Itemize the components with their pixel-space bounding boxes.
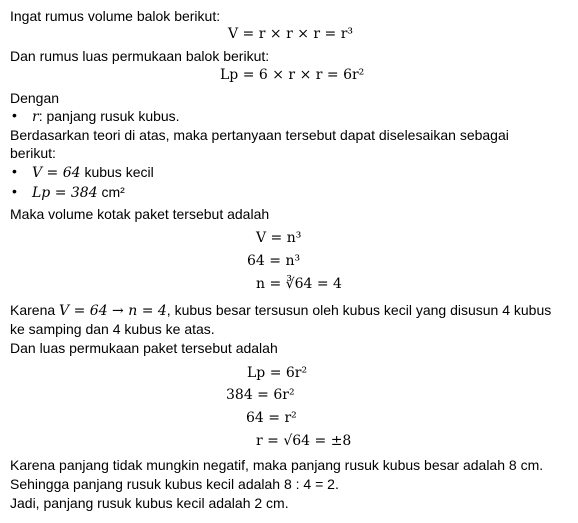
surface-value-unit: cm²	[97, 184, 125, 200]
luas-paket-line: Dan luas permukaan paket tersebut adalah	[10, 340, 278, 356]
intro-volume-line: Ingat rumus volume balok berikut:	[10, 8, 221, 24]
bullet-volume-value	[32, 163, 154, 182]
volume-value-text: kubus kecil	[80, 164, 154, 180]
volume-paket-line: Maka volume kotak paket tersebut adalah	[10, 206, 270, 222]
final-answer-line: Jadi, panjang rusuk kubus kecil adalah 2 cm.	[10, 495, 289, 511]
intro-surface-line: Dan rumus luas permukaan balok berikut:	[10, 48, 270, 64]
eq-384-6r2: 384 = 6r²	[226, 387, 295, 403]
eq-64-r2: 64 = r²	[246, 410, 297, 426]
eq-r-sqrt: r = √64 = ±8	[256, 433, 352, 449]
karena-prefix: Karena	[10, 302, 60, 318]
karena-suffix: , kubus besar tersusun oleh kubus kecil yang disusun 4 kubus	[166, 302, 552, 318]
theory-line: Berdasarkan teori di atas, maka pertanyaan tersebut dapat diselesaikan sebagai	[10, 127, 509, 143]
eq-lp-6r2: Lp = 6r²	[247, 365, 308, 381]
volume-value-math: V = 64	[32, 165, 81, 181]
surface-value-math: Lp = 384	[32, 185, 98, 201]
bullet-icon: •	[12, 183, 17, 199]
karena-math: V = 64 → n = 4	[59, 303, 167, 319]
bullet-icon: •	[12, 107, 17, 123]
conclusion-big-line: Karena panjang tidak mungkin negatif, maka panjang rusuk kubus besar adalah 8 cm.	[10, 457, 544, 473]
eq-n-cuberoot: n = ∛64 = 4	[256, 276, 342, 292]
eq-64-n3: 64 = n³	[247, 253, 301, 269]
conclusion-small-line: Sehingga panjang rusuk kubus kecil adalah 8 : 4 = 2.	[10, 476, 339, 492]
r-definition-text: : panjang rusuk kubus.	[38, 108, 180, 124]
bullet-r-definition	[32, 107, 180, 126]
volume-formula: V = r × r × r = r³	[228, 26, 354, 42]
dengan-line: Dengan	[10, 90, 60, 106]
eq-v-n3: V = n³	[256, 230, 302, 246]
surface-formula: Lp = 6 × r × r = 6r²	[220, 67, 365, 83]
karena-line	[10, 301, 551, 320]
berikut-line: berikut:	[10, 145, 56, 161]
arrangement-line: ke samping dan 4 kubus ke atas.	[10, 321, 215, 337]
bullet-surface-value	[32, 183, 125, 202]
bullet-icon: •	[12, 163, 17, 179]
var-r: r	[32, 109, 39, 125]
